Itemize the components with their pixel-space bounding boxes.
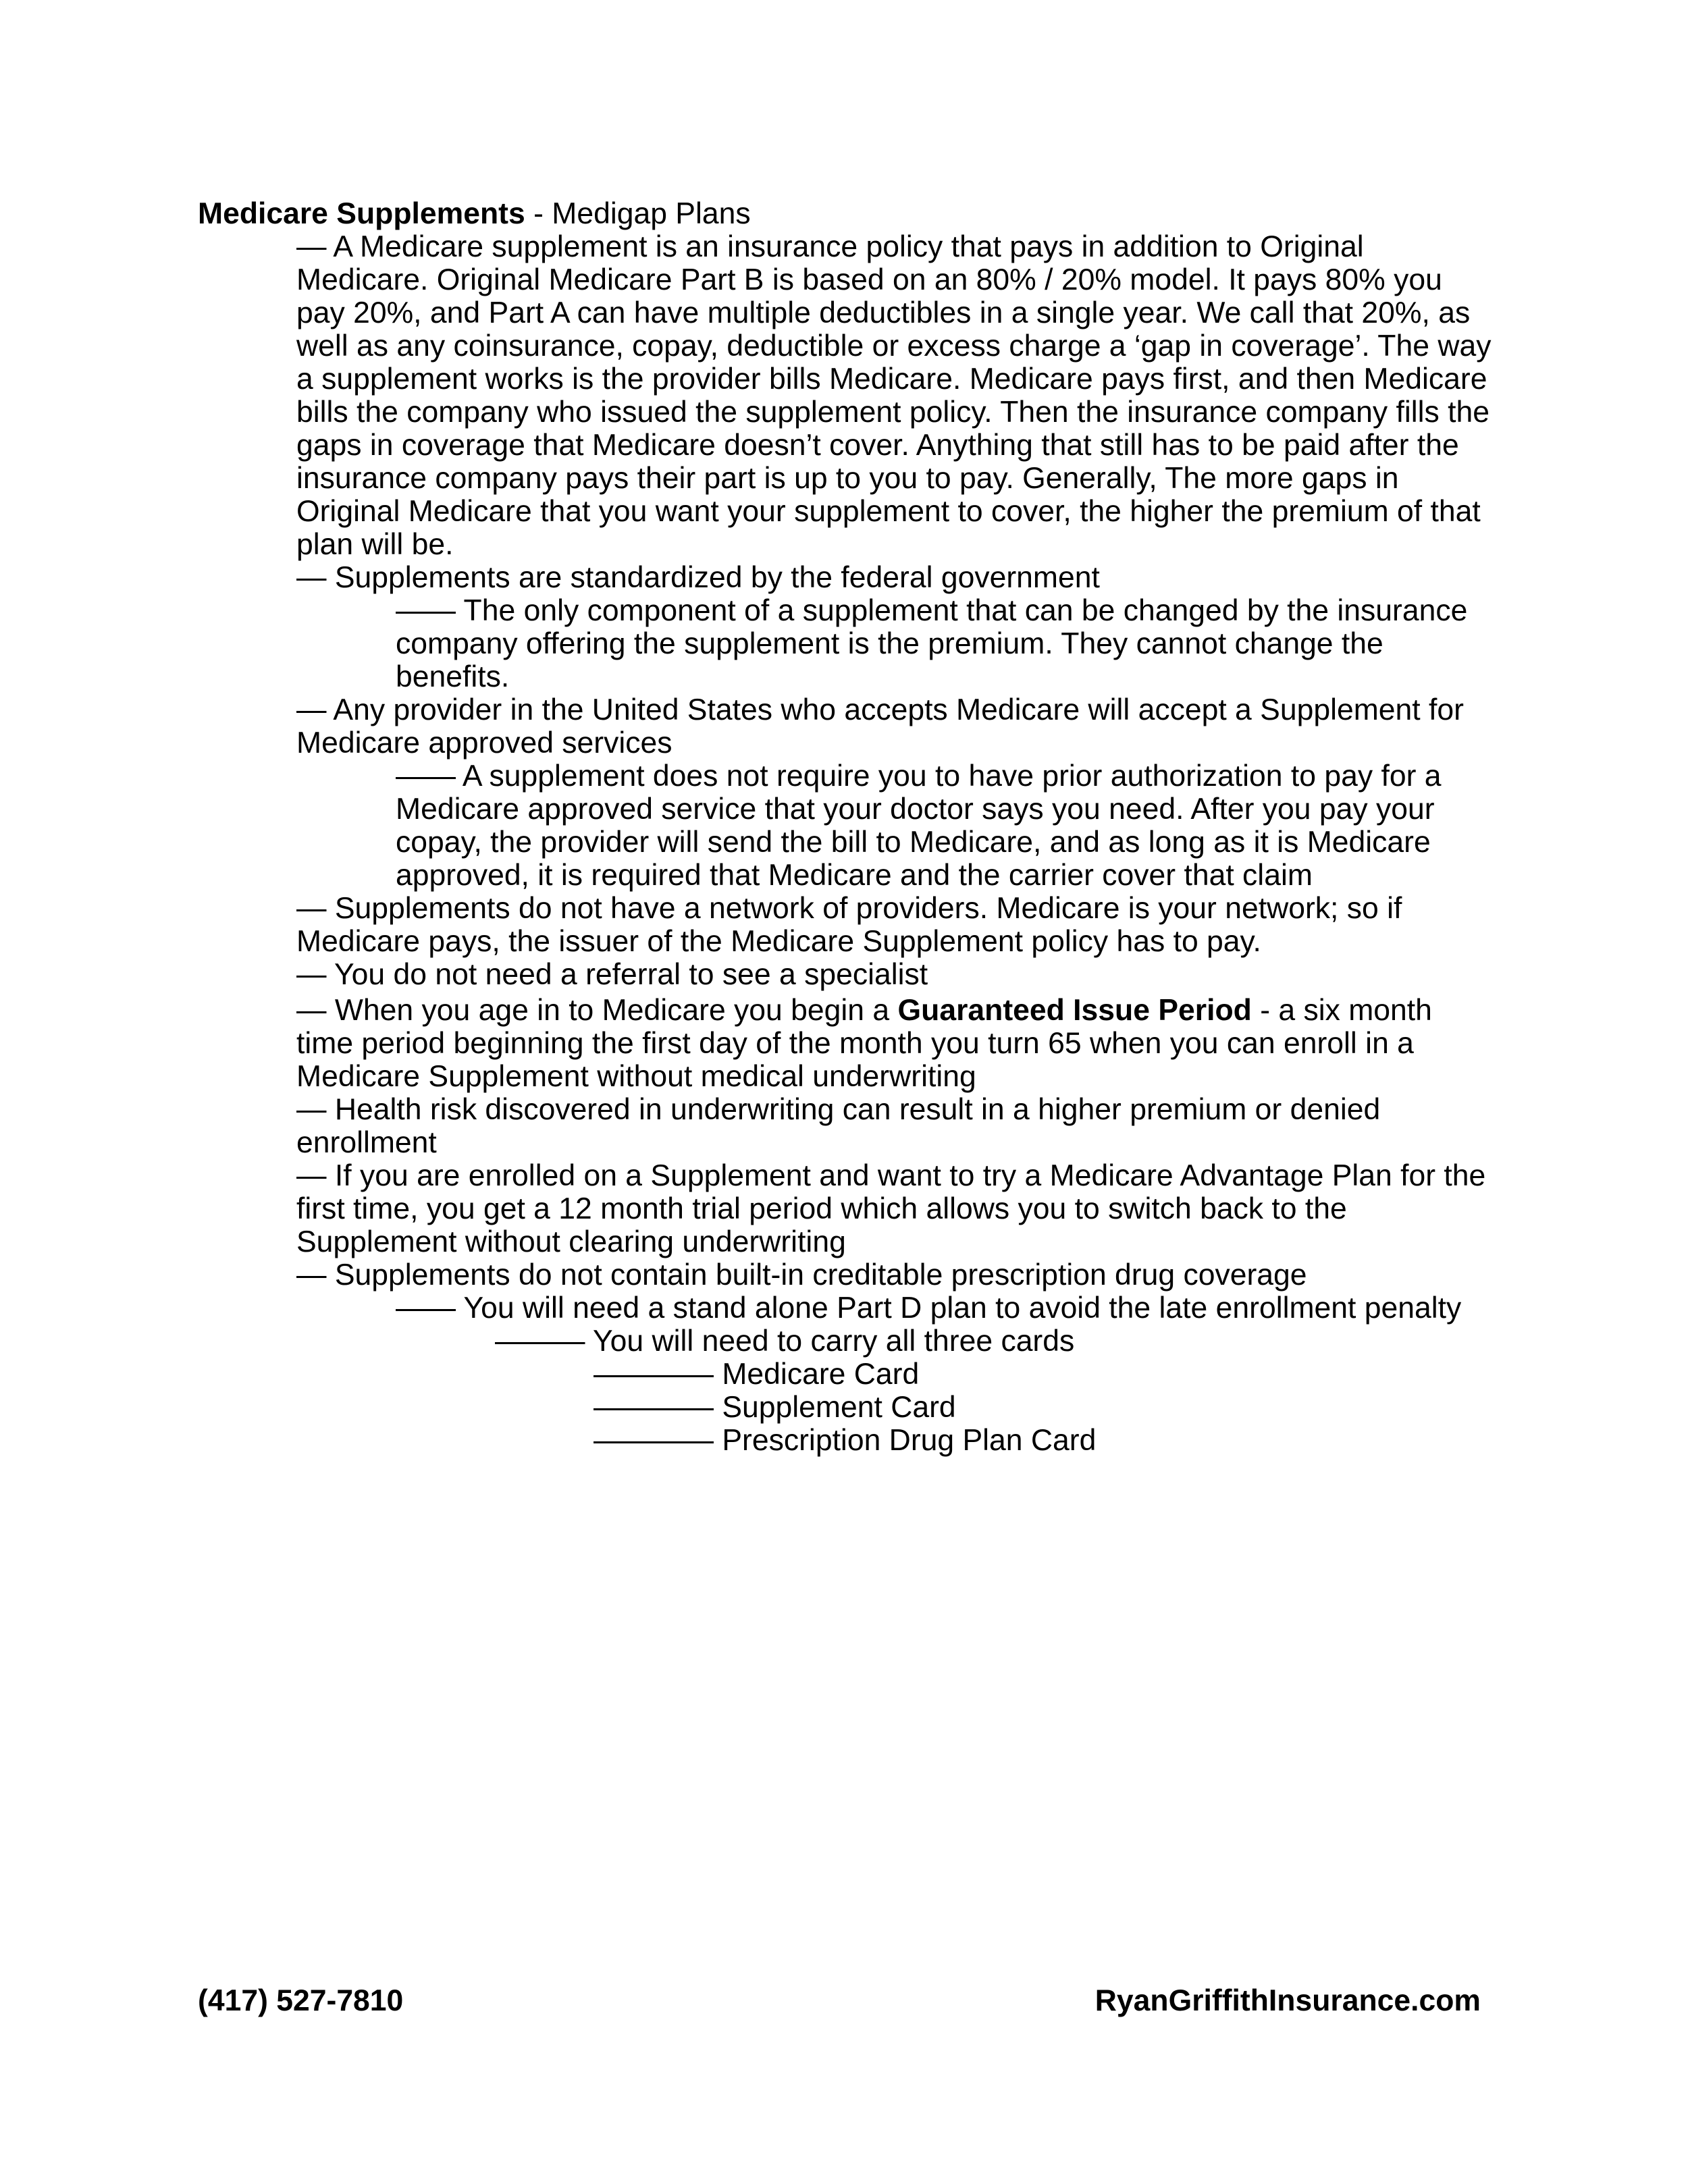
guaranteed-issue-post: - a six month time period beginning the first day of the month you turn 65 when you can enroll in a Medicare Supplement without medical underwriting xyxy=(296,994,1432,1093)
heading-subtitle: - Medigap Plans xyxy=(525,197,751,230)
bullet-drug-coverage: — Supplements do not contain built-in creditable prescription drug coverage xyxy=(296,1258,1307,1291)
footer-website: RyanGriffithInsurance.com xyxy=(1094,1984,1481,2017)
bullet-trial-period: — If you are enrolled on a Supplement and want to try a Medicare Advantage Plan for the first time, you get a 12 month trial period which allows you to switch back to the Supplement without clearing underwriting xyxy=(296,1159,1486,1258)
guaranteed-issue-term: Guaranteed Issue Period xyxy=(897,994,1252,1027)
card-item-medicare: ———— Medicare Card xyxy=(594,1358,920,1391)
sub-bullet-part-d: —— You will need a stand alone Part D plan to avoid the late enrollment penalty xyxy=(396,1291,1462,1325)
page-heading xyxy=(198,197,1494,230)
bullet-health-risk: — Health risk discovered in underwriting can result in a higher premium or denied enrollment xyxy=(296,1093,1381,1159)
paragraph-overview: — A Medicare supplement is an insurance policy that pays in addition to Original Medicare. Original Medicare Part B is based on an 80% / 20% model. It pays 80% you pay 20%, and Part A can have multiple deductibles in a single year. We call that 20%, as well as any coinsurance, copay, deductible or excess charge a ‘gap in coverage’. The way a supplement works is the provider bills Medicare. Medicare pays first, and then Medicare bills the company who issued the supplement policy. Then the insurance company fills the gaps in coverage that Medicare doesn’t cover. Anything that still has to be paid after the insurance company pays their part is up to you to pay. Generally, The more gaps in Original Medicare that you want your supplement to cover, the higher the premium of that plan will be. xyxy=(296,230,1492,561)
footer-phone: (417) 527-7810 xyxy=(198,1984,404,2017)
bullet-network: — Supplements do not have a network of providers. Medicare is your network; so if Medicare pays, the issuer of the Medicare Supplement policy has to pay. xyxy=(296,892,1402,958)
heading-title: Medicare Supplements xyxy=(198,197,525,230)
bullet-any-provider: — Any provider in the United States who accepts Medicare will accept a Supplement for Medicare approved services xyxy=(296,693,1464,760)
guaranteed-issue-pre: — When you age in to Medicare you begin a xyxy=(296,994,898,1027)
document-body xyxy=(198,197,1494,1457)
bullet-referral: — You do not need a referral to see a specialist xyxy=(296,958,928,991)
bullet-standardized: — Supplements are standardized by the federal government xyxy=(296,561,1100,594)
bullet-guaranteed-issue xyxy=(296,994,1494,1093)
sub-bullet-prior-authorization: —— A supplement does not require you to have prior authorization to pay for a Medicare approved service that your doctor says you need. After you pay your copay, the provider will send the bill to Medicare, and as long as it is Medicare approved, it is required that Medicare and the carrier cover that claim xyxy=(396,760,1442,892)
sub-bullet-premium: —— The only component of a supplement that can be changed by the insurance company offering the supplement is the premium. They cannot change the benefits. xyxy=(396,594,1468,693)
sub-bullet-three-cards: ——— You will need to carry all three cards xyxy=(495,1325,1075,1358)
card-item-supplement: ———— Supplement Card xyxy=(594,1391,956,1424)
card-item-prescription: ———— Prescription Drug Plan Card xyxy=(594,1424,1097,1457)
